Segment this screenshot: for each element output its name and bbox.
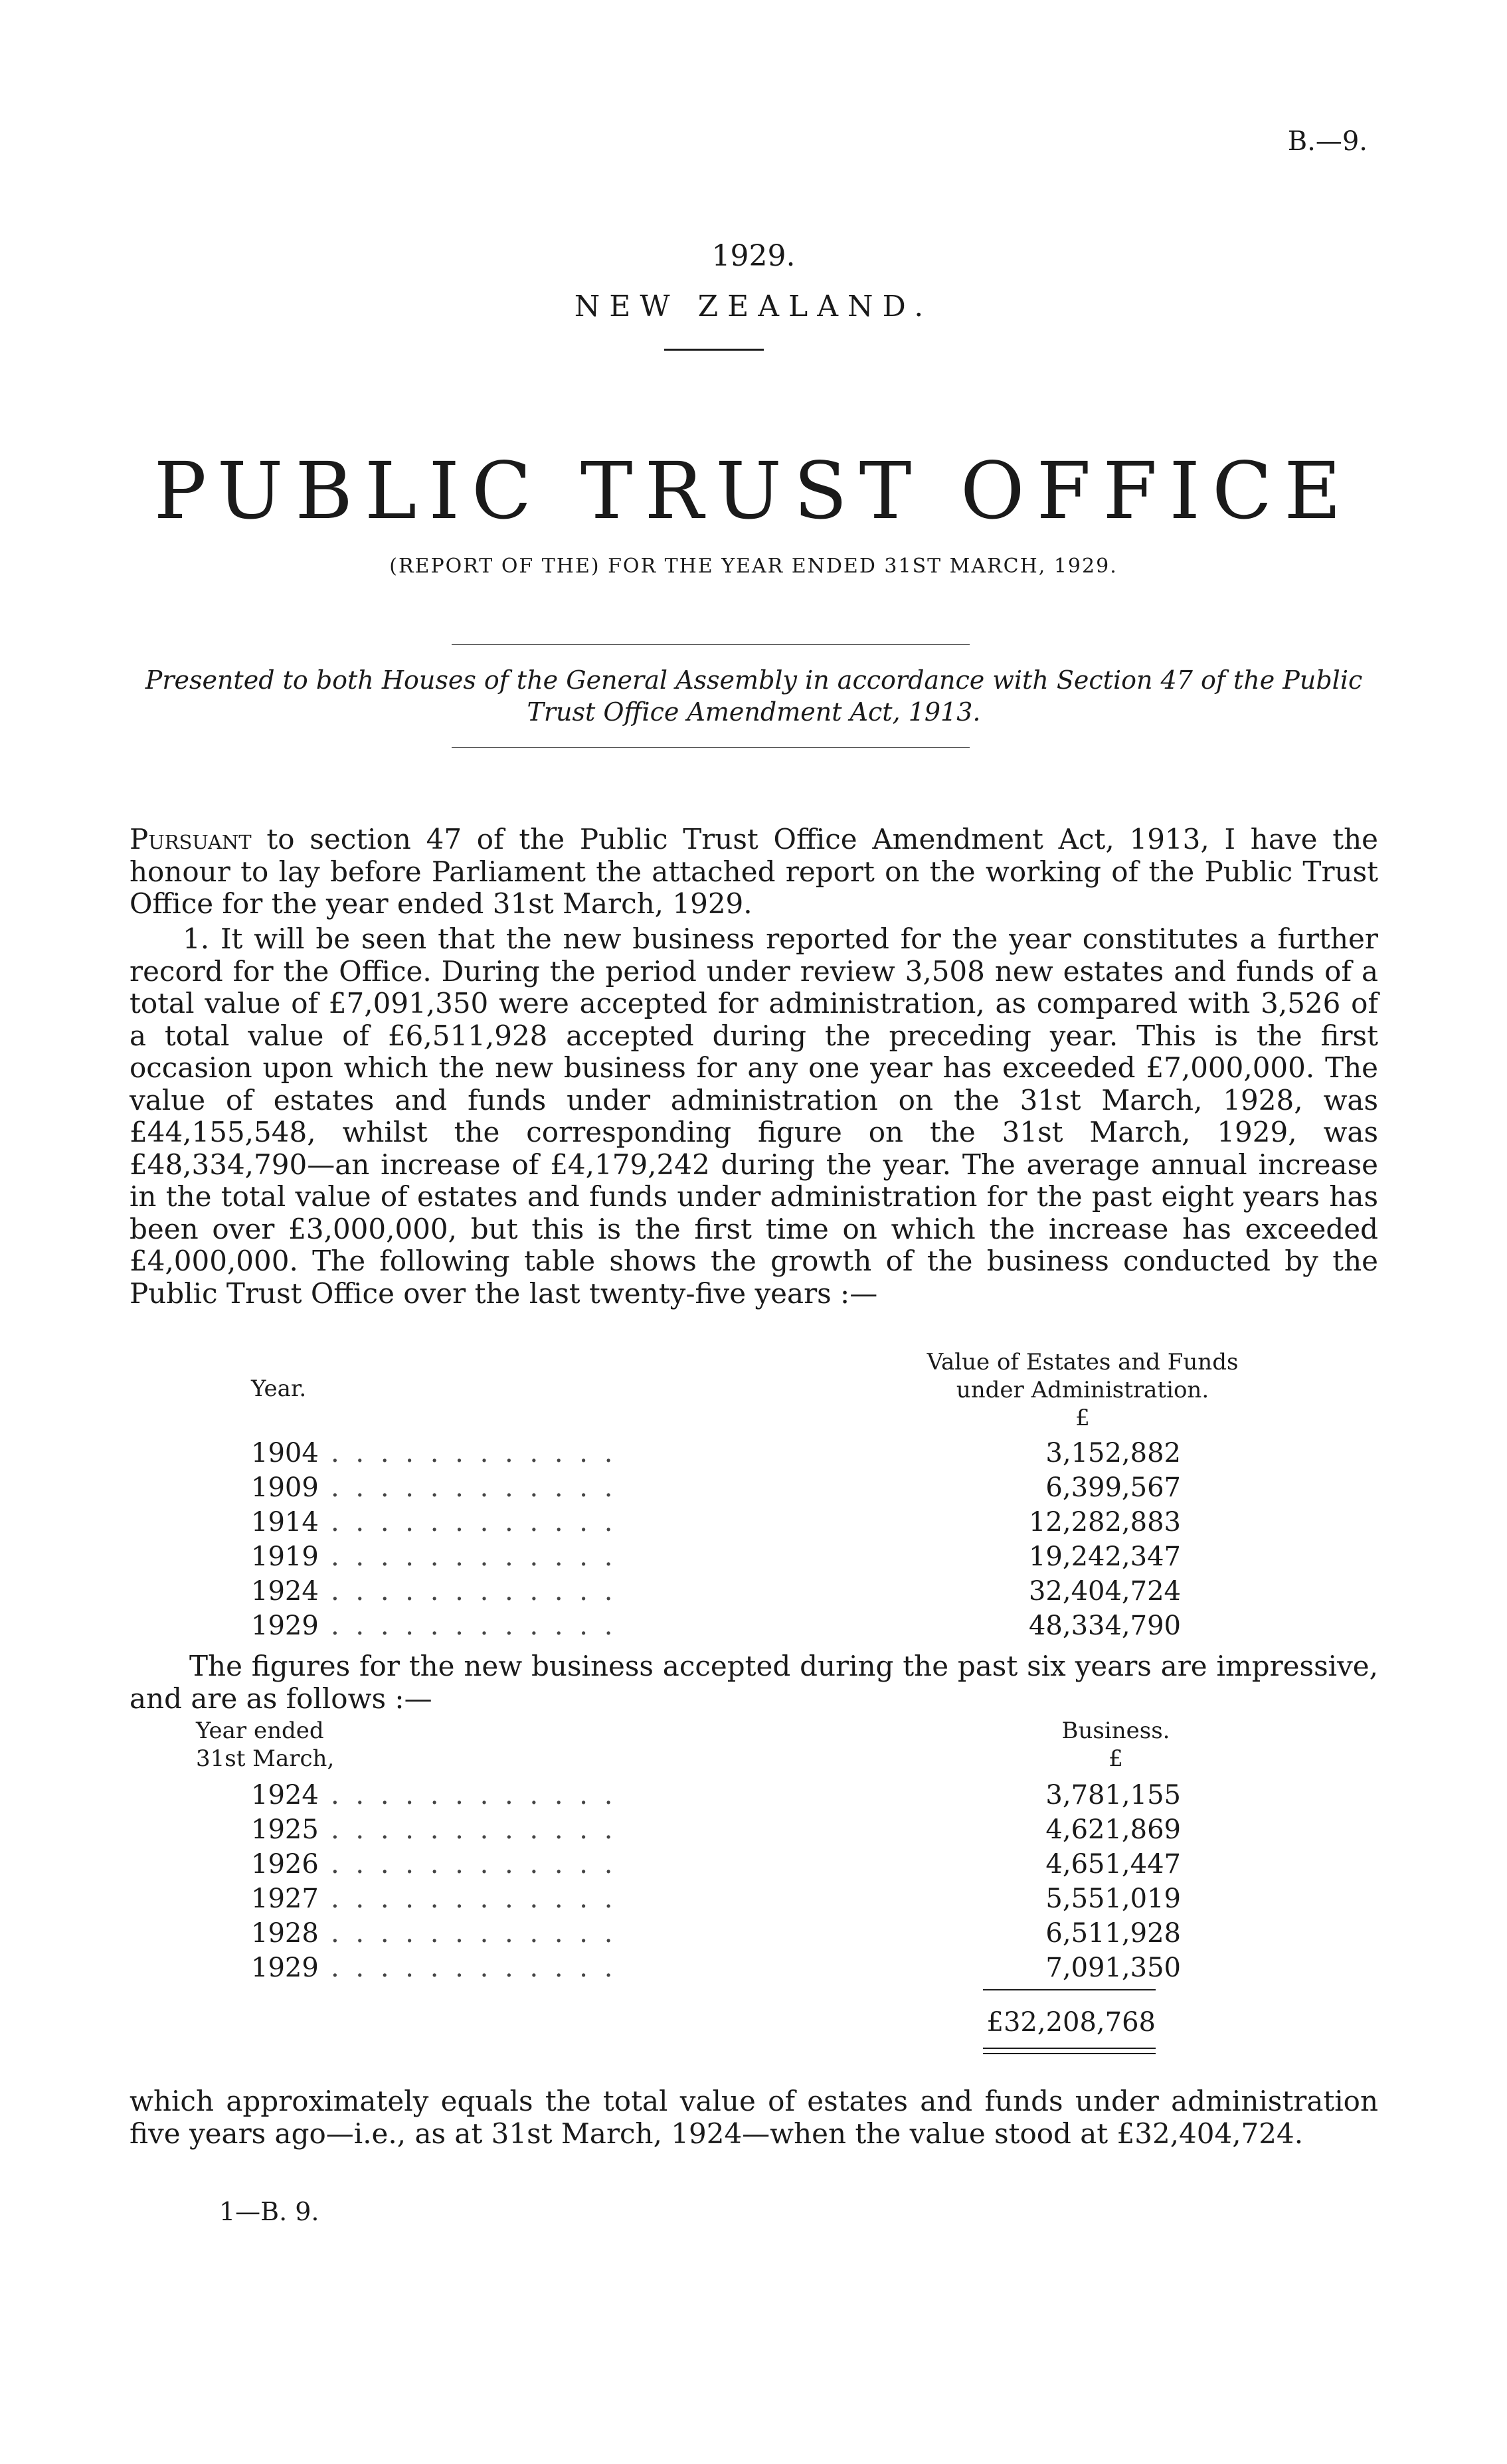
table-row: [251, 1849, 1181, 1884]
table-row: [251, 1438, 1181, 1472]
paragraph-pursuant-text: to section 47 of the Public Trust Office Amendment Act, 1913, I have the honour to lay before Parliament the attached report on the working of the Public Trust Office for the year ended 31st March, 1929.: [130, 823, 1378, 920]
leader-dots: . . . . . . . . . . . .: [331, 1576, 617, 1607]
table-value-cell: 3,152,882: [1045, 1438, 1181, 1468]
leader-dots: . . . . . . . . . . . .: [331, 1953, 617, 1983]
paragraph-conclusion: which approximately equals the total value of estates and funds under administration five years ago—i.e., as at 31st March, 1924—when the value stood at £32,404,724.: [130, 2085, 1378, 2150]
leader-dots: . . . . . . . . . . . .: [331, 1541, 617, 1572]
leader-dots: . . . . . . . . . . . .: [331, 1611, 617, 1641]
table1-value-header-line1: Value of Estates and Funds: [927, 1349, 1239, 1375]
total-rule-double-1: [983, 2048, 1156, 2049]
table-year-cell: 1928: [251, 1918, 319, 1949]
table-year-cell: 1929: [251, 1953, 319, 1983]
document-year: 1929.: [711, 239, 796, 273]
table-row: [251, 1507, 1181, 1541]
presentation-note: Presented to both Houses of the General Assembly in accordance with Section 47 of the Public Trust Office Amendment Act, 1913.: [145, 665, 1363, 727]
table-value-cell: 48,334,790: [1028, 1611, 1181, 1641]
table-row: [251, 1576, 1181, 1611]
paragraph-business-record: 1. It will be seen that the new business reported for the year constitutes a further record for the Office. During the period under review 3,508 new estates and funds of a total value of £7,091,350 were accepted for administration, as compared with 3,526 of a total value of £6,511,928 accepted during the preceding year. This is the first occasion upon which the new business for any one year has exceeded £7,000,000. The value of estates and funds under administration on the 31st March, 1928, was £44,155,548, whilst the corresponding figure on the 31st March, 1929, was £48,334,790—an increase of £4,179,242 during the year. The average annual increase in the total value of estates and funds under administration for the past eight years has been over £3,000,000, but this is the first time on which the increase has exceeded £4,000,000. The following table shows the growth of the business conducted by the Public Trust Office over the last twenty-five years :—: [130, 923, 1378, 1310]
table-year-cell: 1929: [251, 1611, 319, 1641]
table-year-cell: 1925: [251, 1814, 319, 1845]
table1-currency: £: [1075, 1405, 1090, 1431]
table-row: [251, 1884, 1181, 1918]
table-year-cell: 1914: [251, 1507, 319, 1538]
table1-value-header: [917, 1348, 1249, 1432]
table-value-cell: 4,621,869: [1045, 1814, 1181, 1845]
leader-dots: . . . . . . . . . . . .: [331, 1814, 617, 1845]
table-row: [251, 1541, 1181, 1576]
table-value-cell: 32,404,724: [1028, 1576, 1181, 1607]
paragraph-new-business: The figures for the new business accepted during the past six years are impressive, and are as follows :—: [130, 1650, 1378, 1715]
leader-dots: . . . . . . . . . . . .: [331, 1438, 617, 1468]
table2-year-header-line2: 31st March,: [196, 1745, 335, 1772]
table-row: [251, 1918, 1181, 1953]
table-value-cell: 4,651,447: [1045, 1849, 1181, 1880]
page-title: PUBLIC TRUST OFFICE: [153, 445, 1354, 537]
table-row: [251, 1814, 1181, 1849]
paragraph-pursuant: [130, 824, 1378, 921]
table-value-cell: 3,781,155: [1045, 1780, 1181, 1810]
divider-bottom: [452, 747, 970, 748]
table1-year-header: Year.: [251, 1375, 307, 1402]
leader-dots: . . . . . . . . . . . .: [331, 1472, 617, 1503]
total-rule-top: [983, 1989, 1156, 1990]
table2-total: £32,208,768: [986, 2007, 1156, 2038]
short-rule: [664, 349, 764, 351]
table-year-cell: 1904: [251, 1438, 319, 1468]
table-row: [251, 1472, 1181, 1507]
table-year-cell: 1909: [251, 1472, 319, 1503]
paragraph-lead-word: Pursuant: [130, 823, 252, 855]
table-value-cell: 12,282,883: [1028, 1507, 1181, 1538]
table-value-cell: 5,551,019: [1045, 1884, 1181, 1914]
table-value-cell: 6,511,928: [1045, 1918, 1181, 1949]
table1-value-header-line2: under Administration.: [956, 1377, 1209, 1403]
table-value-cell: 6,399,567: [1045, 1472, 1181, 1503]
table-value-cell: 19,242,347: [1028, 1541, 1181, 1572]
table2-value-header: [1016, 1717, 1215, 1773]
footer-signature-mark: 1—B. 9.: [219, 2197, 319, 2226]
leader-dots: . . . . . . . . . . . .: [331, 1884, 617, 1914]
table-row: [251, 1780, 1181, 1814]
total-rule-double-2: [983, 2053, 1156, 2054]
page-subtitle: (REPORT OF THE) FOR THE YEAR ENDED 31ST MARCH, 1929.: [389, 555, 1118, 578]
leader-dots: . . . . . . . . . . . .: [331, 1849, 617, 1880]
table2-year-header-line1: Year ended: [196, 1717, 324, 1744]
leader-dots: . . . . . . . . . . . .: [331, 1918, 617, 1949]
table2-currency: £: [1108, 1745, 1123, 1772]
table-year-cell: 1927: [251, 1884, 319, 1914]
table-row: [251, 1953, 1181, 1987]
page-reference: B.—9.: [1287, 126, 1368, 157]
table-value-cell: 7,091,350: [1045, 1953, 1181, 1983]
divider-top: [452, 644, 970, 645]
table-year-cell: 1924: [251, 1576, 319, 1607]
leader-dots: . . . . . . . . . . . .: [331, 1507, 617, 1538]
table-row: [251, 1611, 1181, 1645]
table-year-cell: 1924: [251, 1780, 319, 1810]
table2-year-header: [196, 1717, 334, 1773]
table-year-cell: 1919: [251, 1541, 319, 1572]
country-heading: NEW ZEALAND.: [574, 290, 933, 323]
table2-value-header-line1: Business.: [1061, 1717, 1170, 1744]
table-year-cell: 1926: [251, 1849, 319, 1880]
leader-dots: . . . . . . . . . . . .: [331, 1780, 617, 1810]
